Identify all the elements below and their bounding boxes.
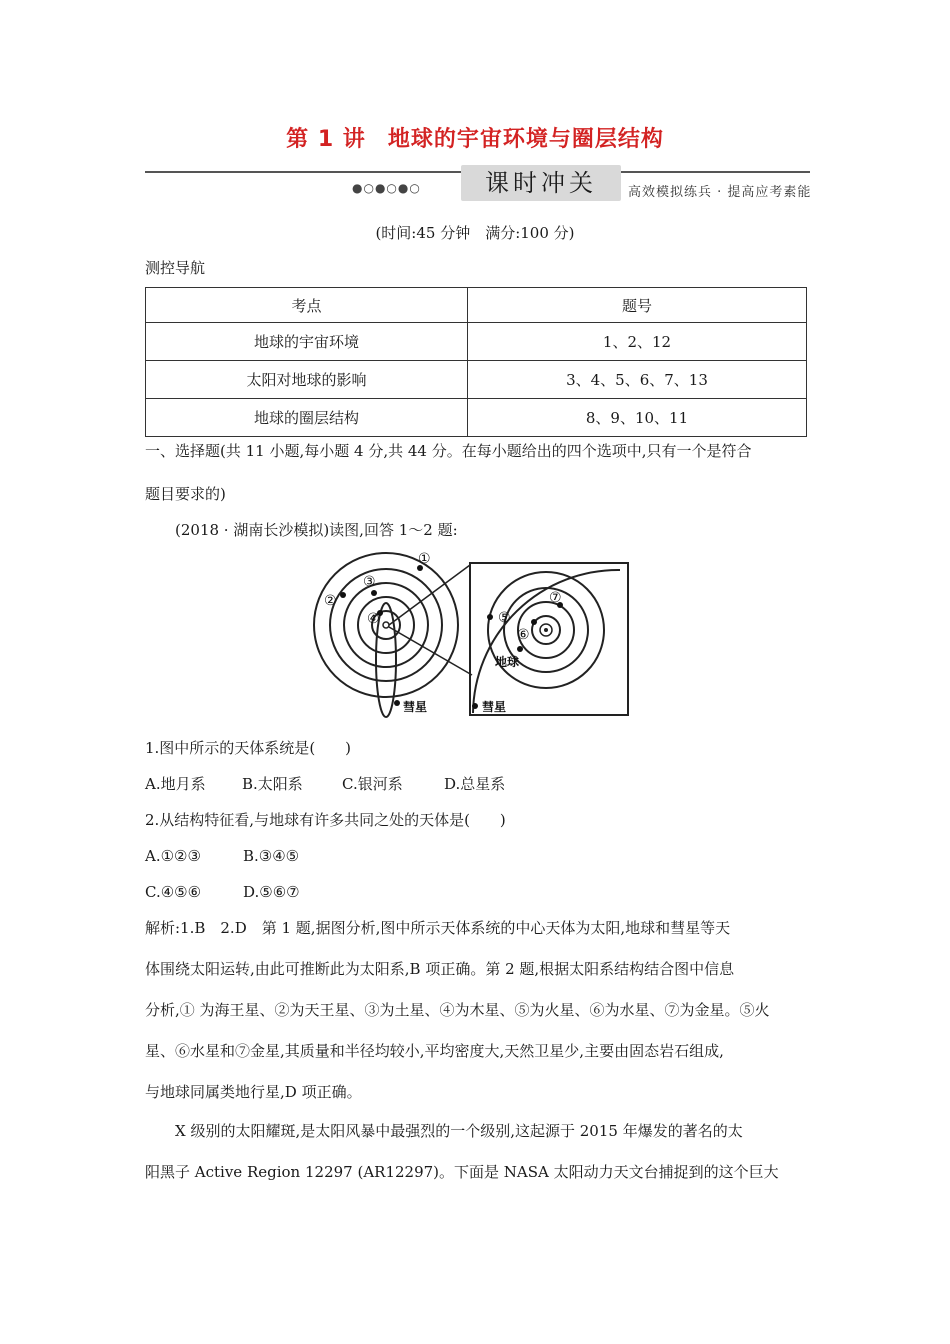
label-5: ⑤	[498, 610, 511, 626]
time-info: (时间:45 分钟 满分:100 分)	[375, 224, 575, 242]
nav-cell-number: 3、4、5、6、7、13	[468, 361, 807, 399]
comet-right-label: 彗星	[482, 700, 507, 714]
earth-label: 地球	[495, 655, 520, 669]
passage-line2: 阳黑子 Active Region 12297 (AR12297)。下面是 NASA 太阳动力天文台捕捉到的这个巨大	[145, 1163, 779, 1181]
left-orbits	[314, 553, 458, 717]
solar-system-figure	[310, 545, 635, 720]
banner-dots: ●○●○●○	[352, 181, 421, 195]
q2-stem: 2.从结构特征看,与地球有许多共同之处的天体是( )	[145, 811, 506, 829]
title-topic: 地球的宇宙环境与圈层结构	[387, 127, 664, 152]
zoom-line-bottom	[389, 627, 472, 675]
comet-left-label: 彗星	[403, 700, 428, 714]
analysis-line1: 解析:1.B 2.D 第 1 题,据图分析,图中所示天体系统的中心天体为太阳,地球和彗星等天	[145, 919, 731, 937]
nav-label: 测控导航	[145, 259, 206, 277]
q2-options-row2	[145, 882, 810, 902]
nav-cell-topic: 地球的宇宙环境	[146, 323, 468, 361]
nav-cell-number: 1、2、12	[468, 323, 807, 361]
table-row	[146, 361, 807, 399]
q2-options-row1	[145, 846, 810, 866]
q2-option-a: A.①②③	[145, 847, 201, 865]
q2-option-d: D.⑤⑥⑦	[243, 883, 300, 901]
passage-line1: X 级别的太阳耀斑,是太阳风暴中最强烈的一个级别,这起源于 2015 年爆发的著名的太	[175, 1122, 743, 1140]
q1-option-b: B.太阳系	[242, 775, 303, 793]
sun-left	[383, 622, 389, 628]
q1-option-d: D.总星系	[444, 775, 506, 793]
banner-label: 课时冲关	[461, 165, 621, 201]
comet-orbit-right	[473, 570, 620, 713]
label-2: ②	[324, 593, 337, 609]
analysis-line3: 分析,① 为海王星、②为天王星、③为土星、④为木星、⑤为火星、⑥为水星、⑦为金星。⑤火	[145, 1001, 770, 1019]
q1-stem: 1.图中所示的天体系统是( )	[145, 739, 352, 757]
banner-slogan: 高效模拟练兵 · 提高应考素能	[628, 185, 812, 200]
right-orbits	[473, 570, 620, 713]
q1-options	[145, 774, 810, 794]
title-lecture: 第 1 讲	[286, 127, 366, 152]
comet-left	[394, 700, 400, 706]
nav-header-number: 题号	[468, 288, 807, 323]
q2-option-c: C.④⑤⑥	[145, 883, 202, 901]
section-intro-line1: 一、选择题(共 11 小题,每小题 4 分,共 44 分。在每小题给出的四个选项中,只有一个是符合	[145, 442, 752, 460]
planet-6	[531, 619, 537, 625]
left-planets	[340, 565, 423, 706]
label-7: ⑦	[549, 590, 562, 606]
question-source: (2018 · 湖南长沙模拟)读图,回答 1～2 题:	[175, 521, 458, 539]
analysis-line4: 星、⑥水星和⑦金星,其质量和半径均较小,平均密度大,天然卫星少,主要由固态岩石组成,	[145, 1042, 724, 1060]
page-title	[0, 122, 950, 153]
sun-core	[544, 628, 548, 632]
planet-earth	[517, 646, 523, 652]
nav-header-row	[146, 288, 807, 323]
analysis-line2: 体围绕太阳运转,由此可推断此为太阳系,B 项正确。第 2 题,根据太阳系结构结合图中信息	[145, 960, 735, 978]
planet-3	[371, 590, 377, 596]
planet-5	[487, 614, 493, 620]
comet-right	[472, 703, 478, 709]
label-6: ⑥	[517, 627, 530, 643]
q1-option-c: C.银河系	[342, 775, 403, 793]
planet-2	[340, 592, 346, 598]
nav-cell-topic: 太阳对地球的影响	[146, 361, 468, 399]
nav-header-topic: 考点	[146, 288, 468, 323]
analysis-line5: 与地球同属类地行星,D 项正确。	[145, 1083, 362, 1101]
nav-cell-number: 8、9、10、11	[468, 399, 807, 437]
label-4: ④	[367, 611, 380, 627]
label-3: ③	[363, 574, 376, 590]
nav-table	[145, 287, 807, 437]
table-row	[146, 323, 807, 361]
table-row	[146, 399, 807, 437]
q2-option-b: B.③④⑤	[243, 847, 300, 865]
label-1: ①	[418, 551, 431, 567]
section-intro-line2: 题目要求的)	[145, 485, 226, 503]
q1-option-a: A.地月系	[145, 775, 206, 793]
nav-cell-topic: 地球的圈层结构	[146, 399, 468, 437]
